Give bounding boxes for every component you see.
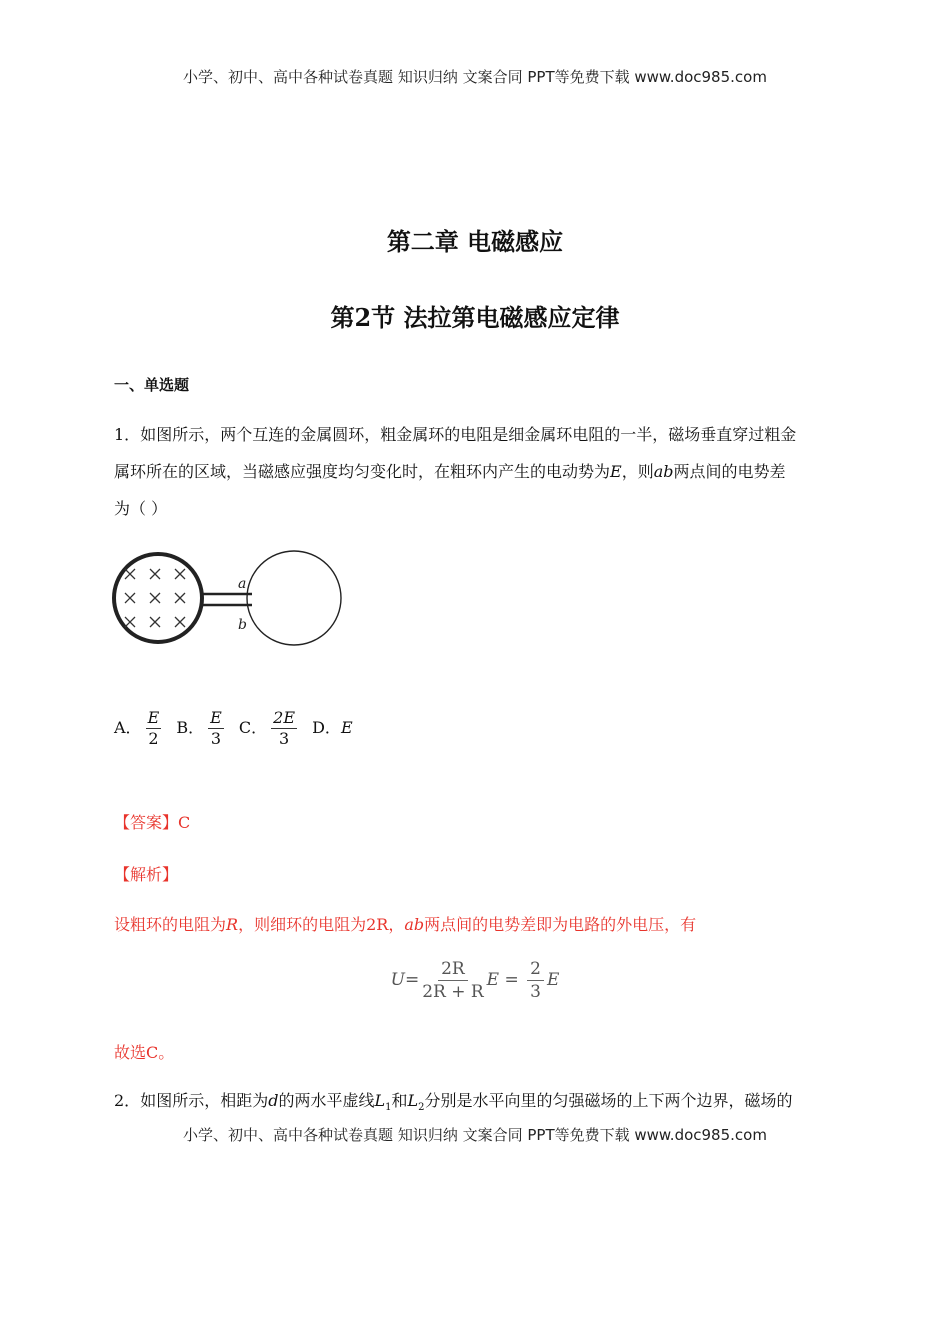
thin-ring xyxy=(247,551,341,645)
q1-line2: 属环所在的区域，当磁感应强度均匀变化时，在粗环内产生的电动势为E，则ab两点间的电势差 xyxy=(114,462,786,481)
analysis-text: 设粗环的电阻为R，则细环的电阻为2R，ab两点间的电势差即为电路的外电压，有 xyxy=(114,915,697,934)
voltage-equation: U= $\frac{2R}{2R + R}$ E = $\frac{2}{3}$ E xyxy=(390,959,560,1002)
conclusion: 故选C。 xyxy=(114,1043,175,1062)
analysis-label: 【解析】 xyxy=(114,865,179,884)
thick-ring xyxy=(114,554,202,642)
option-c: C． $\frac{2E}{3}$ xyxy=(238,708,295,748)
option-b: B． $\frac{E}{3}$ xyxy=(176,708,222,748)
answer-line: 【答案】C xyxy=(114,813,191,832)
magnetic-field-cross-marks xyxy=(125,569,185,627)
point-b-label: b xyxy=(238,617,247,633)
page-header: 小学、初中、高中各种试卷真题 知识归纳 文案合同 PPT等免费下载 www.doc985.com xyxy=(183,68,767,86)
question-2: 2．如图所示，相距为d的两水平虚线$L_1$和$L_2$分别是水平向里的匀强磁场的上下两个边界，磁场的 xyxy=(114,1091,793,1114)
point-a-label: a xyxy=(238,576,247,592)
page-footer: 小学、初中、高中各种试卷真题 知识归纳 文案合同 PPT等免费下载 www.doc985.com xyxy=(183,1126,767,1144)
part-heading: 一、单选题 xyxy=(114,376,190,394)
section-title: 第2节 法拉第电磁感应定律 xyxy=(330,303,620,332)
option-a: A． $\frac{E}{2}$ xyxy=(114,708,160,748)
q1-options xyxy=(114,708,359,749)
ring-circuit-figure xyxy=(110,550,350,650)
chapter-title: 第二章 电磁感应 xyxy=(386,227,564,256)
q1-line1: 1．如图所示，两个互连的金属圆环，粗金属环的电阻是细金属环电阻的一半，磁场垂直穿过粗金 xyxy=(114,425,797,444)
question-1 xyxy=(114,416,834,527)
option-d: D．E xyxy=(312,718,353,737)
q1-line3: 为（ ） xyxy=(114,499,168,518)
